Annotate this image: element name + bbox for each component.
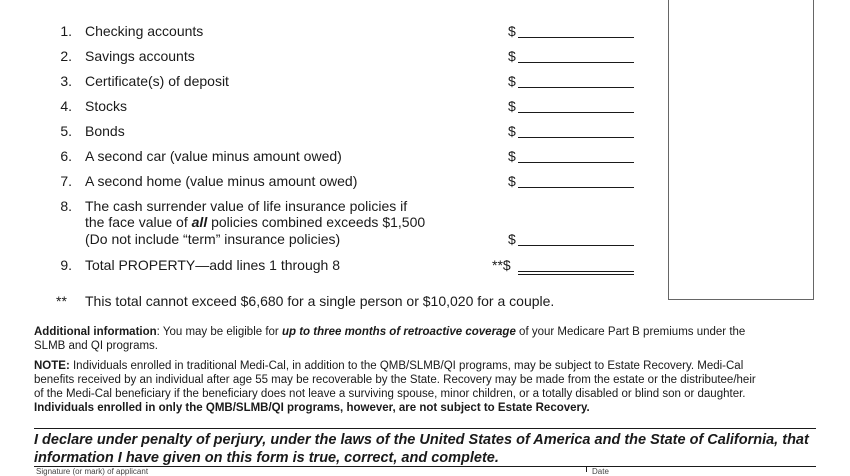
- item-number: 7.: [60, 173, 72, 189]
- item-label-line1: The cash surrender value of life insurance policies if: [85, 198, 408, 214]
- footnote-text: This total cannot exceed $6,680 for a single person or $10,020 for a couple.: [85, 293, 555, 309]
- amount-field[interactable]: [518, 87, 634, 88]
- dollar-sign: $: [508, 23, 516, 39]
- dollar-sign: $: [508, 48, 516, 64]
- dollar-sign: $: [508, 123, 516, 139]
- dollar-sign: $: [508, 231, 516, 247]
- item-label-line3: (Do not include “term” insurance policies): [85, 231, 341, 247]
- signature-label: Signature (or mark) of applicant: [36, 467, 149, 476]
- additional-info-heading: Additional information: [34, 326, 157, 338]
- item-label: Savings accounts: [85, 48, 195, 64]
- item-label: A second home (value minus amount owed): [85, 173, 358, 189]
- item-number: 1.: [60, 23, 72, 39]
- signature-date-divider: [586, 466, 587, 472]
- date-label: Date: [592, 467, 609, 476]
- dollar-sign: $: [508, 173, 516, 189]
- item-label: Checking accounts: [85, 23, 204, 39]
- declaration-text: I declare under penalty of perjury, under the laws of the United States of America and the State of California, that information I have given on this form is true, correct, and complete.: [34, 432, 809, 466]
- declaration-top-rule: [34, 428, 816, 429]
- item-number: 9.: [60, 257, 72, 273]
- footnote-mark: **: [56, 293, 67, 309]
- dollar-sign: $: [508, 148, 516, 164]
- amount-field[interactable]: [518, 187, 634, 188]
- item-label: Stocks: [85, 98, 128, 114]
- item-label-line2: the face value of all policies combined exceeds $1,500: [85, 214, 426, 230]
- note-heading: NOTE:: [34, 360, 70, 372]
- amount-field[interactable]: [518, 62, 634, 63]
- declaration-bottom-rule: [34, 466, 816, 467]
- amount-field[interactable]: [518, 37, 634, 38]
- emphasis-all: all: [191, 214, 208, 230]
- side-entry-box[interactable]: [668, 0, 814, 300]
- amount-field[interactable]: [518, 137, 634, 138]
- amount-field[interactable]: [518, 162, 634, 163]
- retroactive-emphasis: up to three months of retroactive coverage: [281, 326, 516, 338]
- item-number: 6.: [60, 148, 72, 164]
- item-number: 8.: [60, 198, 72, 214]
- note-bold-statement: Individuals enrolled in only the QMB/SLMB/QI programs, however, are not subject to Estate Recovery.: [34, 402, 590, 414]
- item-label: Certificate(s) of deposit: [85, 73, 229, 89]
- dollar-sign: $: [508, 73, 516, 89]
- total-double-underline: [518, 274, 634, 275]
- note-paragraph: NOTE: Individuals enrolled in traditional Medi-Cal, in addition to the QMB/SLMB/QI programs, may be subject to Estate Recovery. Medi-Cal benefits received by an individual after age 55 may be recoverable by the State. Recovery may be made from the estate or the distributee/heir of the Medi-Cal beneficiary if the beneficiary does not leave a surviving spouse, minor children, or a totally disabled or blind son or daughter. Individuals enrolled in only the QMB/SLMB/QI programs, however, are not subject to Estate Recovery.: [34, 360, 756, 414]
- amount-field[interactable]: [518, 245, 634, 246]
- dollar-sign: $: [508, 98, 516, 114]
- total-field[interactable]: [518, 271, 634, 272]
- item-number: 5.: [60, 123, 72, 139]
- item-label: Total PROPERTY—add lines 1 through 8: [85, 257, 340, 273]
- item-number: 2.: [60, 48, 72, 64]
- additional-info-paragraph: Additional information: You may be eligible for up to three months of retroactive coverage of your Medicare Part B premiums under the SLMB and QI programs.: [34, 326, 746, 352]
- item-label: A second car (value minus amount owed): [85, 148, 342, 164]
- item-label: Bonds: [85, 123, 125, 139]
- item-number: 3.: [60, 73, 72, 89]
- item-number: 4.: [60, 98, 72, 114]
- dollar-sign-total: **$: [492, 257, 511, 273]
- amount-field[interactable]: [518, 112, 634, 113]
